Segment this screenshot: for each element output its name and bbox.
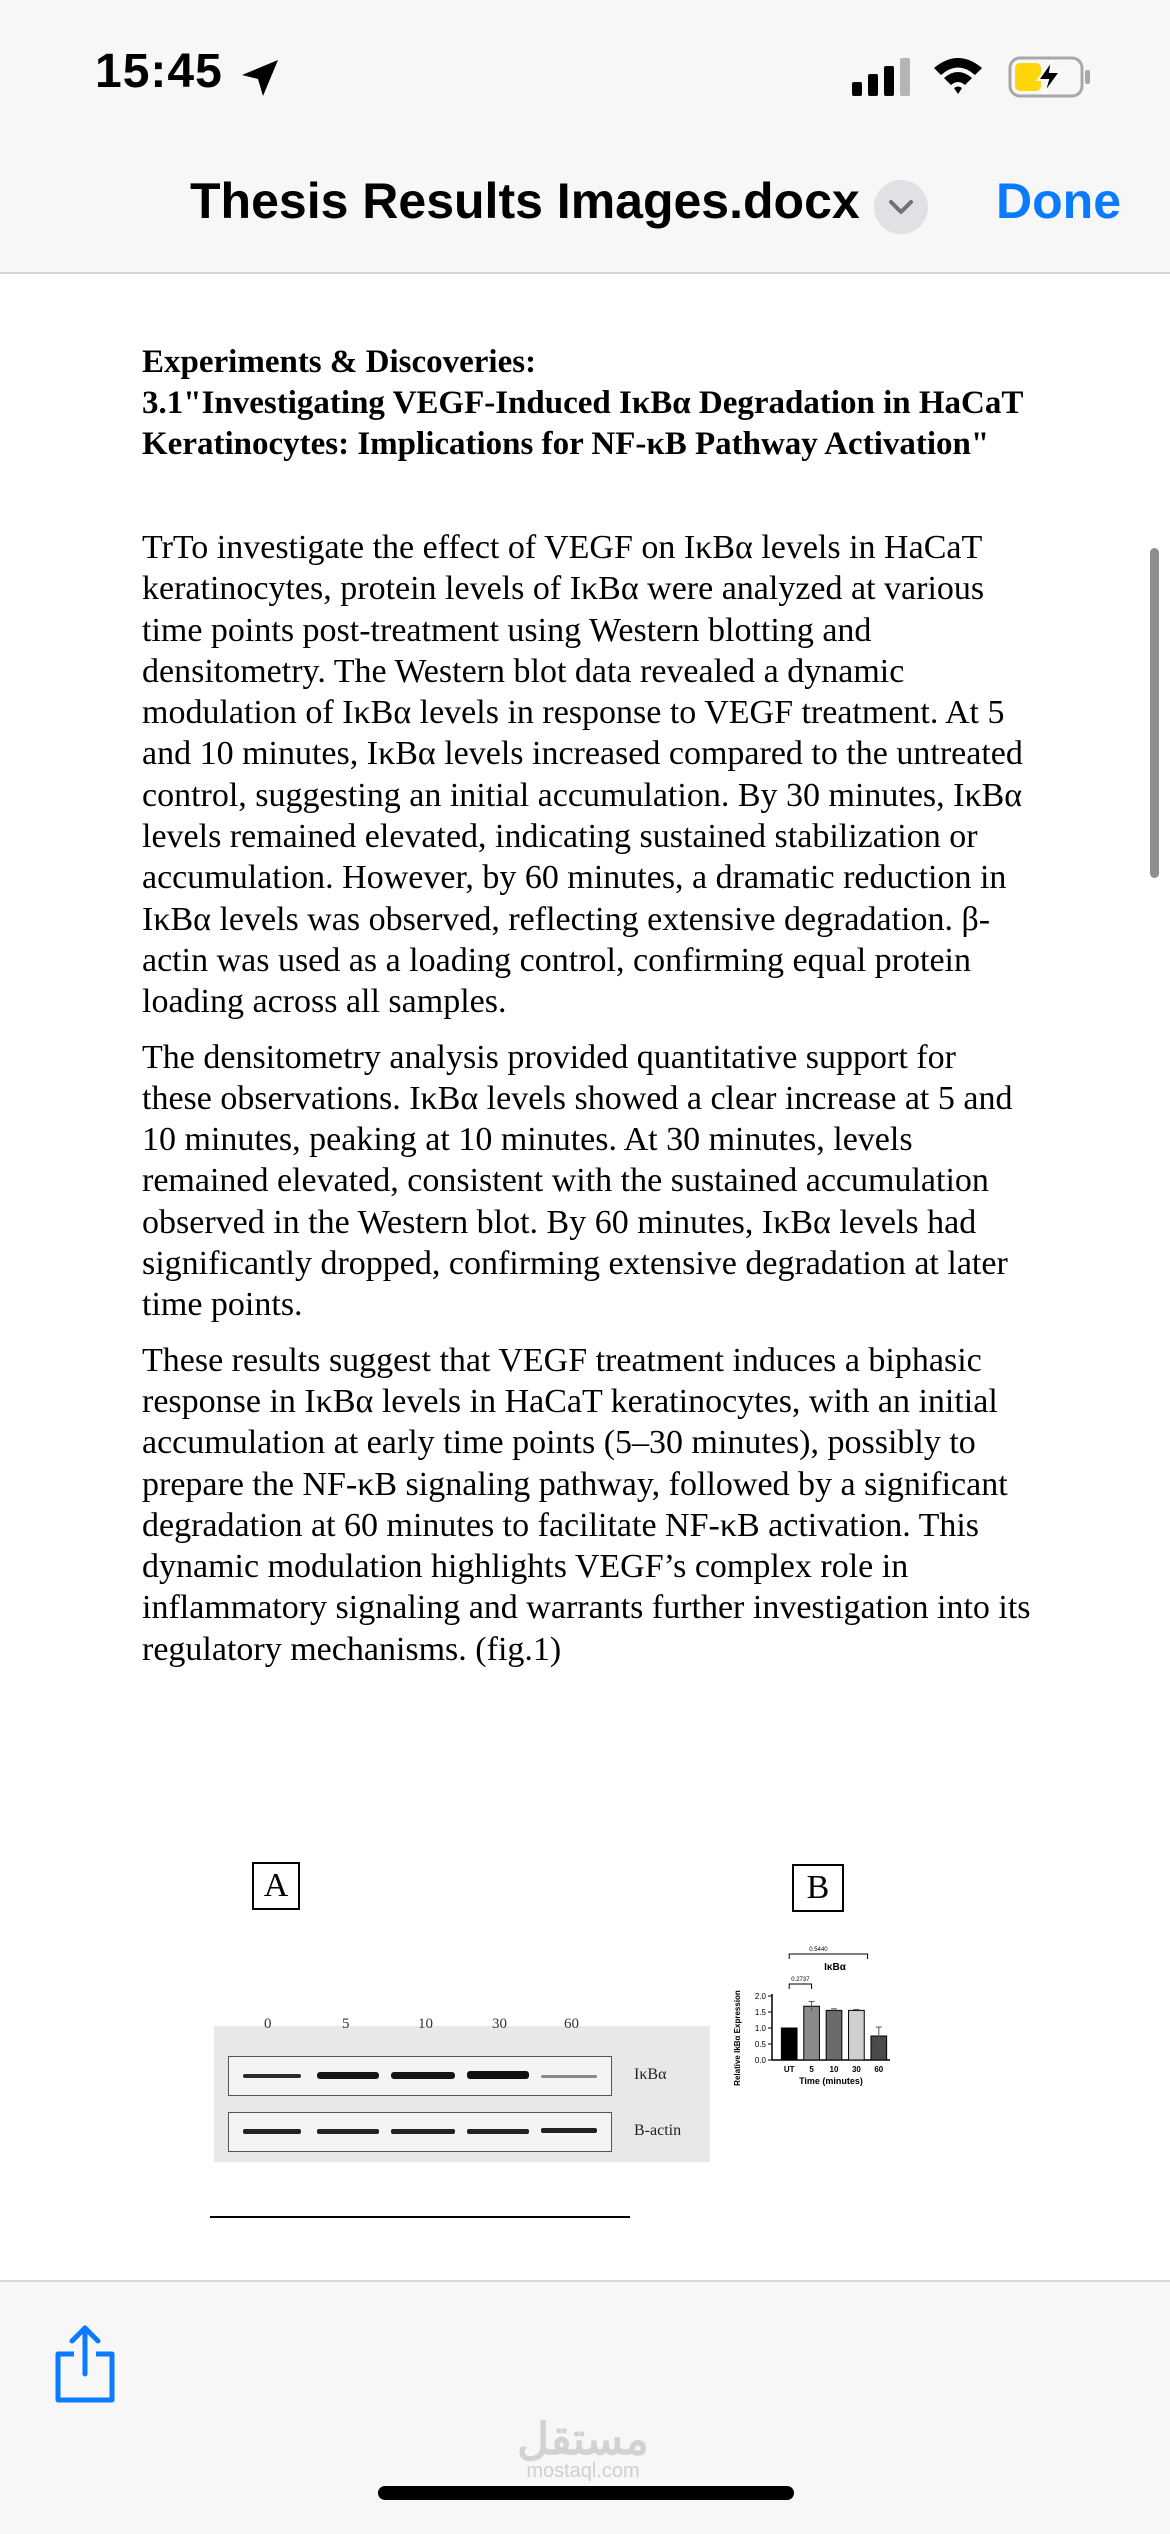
x-tick-label: 30: [851, 2065, 861, 2074]
heading-line-1: Experiments & Discoveries:: [142, 344, 537, 380]
x-tick-label: UT: [783, 2065, 795, 2074]
lane-label: 10: [418, 2016, 433, 2032]
chart-bar: [826, 2010, 842, 2060]
significance-bracket: [789, 1984, 811, 1989]
paragraph-3: These results suggest that VEGF treatment induces a biphasic response in IκBα levels in HaCaT keratinocytes, with an initial accumulation at early time points (5–30 minutes), possibly to prepare the NF-κB signaling pathway, followed by a significant degradation at 60 minutes to facilitate NF-κB activation. This dynamic modulation highlights VEGF’s complex role in inflammatory signaling and warrants further investigation into its regulatory mechanisms. (fig.1): [142, 1341, 1031, 1668]
significance-bracket: [789, 1954, 867, 1959]
y-tick-label: 0.5: [754, 2040, 766, 2049]
actin-band-row: [228, 2112, 612, 2152]
significance-label: 0.5440: [809, 1947, 828, 1953]
y-axis-label: Relative IkBα Expression: [733, 1990, 742, 2086]
document-body: [142, 342, 1032, 1684]
chevron-down-icon: [874, 180, 928, 234]
western-blot-image: [214, 2016, 710, 2162]
scrollbar[interactable]: [1150, 548, 1159, 878]
lane-label: 30: [492, 2016, 507, 2032]
chart-bar: [849, 2010, 865, 2060]
status-time: 15:45: [95, 45, 223, 98]
panel-b-label: B: [792, 1864, 844, 1912]
densitometry-bar-chart: [730, 1904, 940, 2104]
figure-1: [210, 1860, 940, 2240]
heading-line-2: 3.1"Investigating VEGF-Induced IκBα Degradation in HaCaT Keratinocytes: Implications for NF-κB Pathway Activation": [142, 385, 1023, 462]
chart-bar: [781, 2028, 797, 2060]
y-tick-label: 1.0: [754, 2024, 766, 2033]
footnote-separator: [210, 2216, 630, 2218]
panel-a-label: A: [252, 1862, 300, 1910]
x-tick-label: 10: [829, 2065, 839, 2074]
lane-label: 60: [564, 2016, 579, 2032]
lane-label: 0: [264, 2016, 272, 2032]
x-axis-label: Time (minutes): [799, 2076, 863, 2086]
significance-label: 0.2737: [791, 1977, 810, 1983]
paragraph-2: The densitometry analysis provided quantitative support for these observations. IκBα levels showed a clear increase at 5 and 10 minutes, peaking at 10 minutes. At 30 minutes, levels remained elevated, consistent with the sustained accumulation observed in the Western blot. By 60 minutes, IκBα levels had significantly dropped, confirming extensive degradation at later time points.: [142, 1038, 1013, 1324]
document-title[interactable]: Thesis Results Images.docx: [190, 173, 860, 229]
paragraph-1: TrTo investigate the effect of VEGF on IκBα levels in HaCaT keratinocytes, protein levels of IκBα were analyzed at various time points post-treatment using Western blotting and densitometry. The Western blot data revealed a dynamic modulation of IκBα levels in response to VEGF treatment. At 5 and 10 minutes, IκBα levels increased compared to the untreated control, suggesting an initial accumulation. By 30 minutes, IκBα levels remained elevated, indicating sustained stabilization or accumulation. However, by 60 minutes, a dramatic reduction in IκBα levels was observed, reflecting extensive degradation. β-actin was used as a loading control, confirming equal protein loading across all samples.: [142, 529, 1023, 1021]
x-tick-label: 60: [874, 2065, 884, 2074]
lane-label: 5: [342, 2016, 350, 2032]
actin-bands: [229, 2113, 611, 2151]
title-menu-button[interactable]: [874, 180, 928, 234]
battery-charging-icon: [1008, 54, 1092, 100]
share-icon: [50, 2324, 120, 2404]
ikba-bands: [229, 2057, 611, 2095]
y-tick-label: 0.0: [754, 2056, 766, 2065]
done-button[interactable]: Done: [996, 173, 1121, 229]
chart-bar: [804, 2006, 820, 2060]
top-navigation-bar: [0, 0, 1170, 274]
actin-band-label: B-actin: [634, 2122, 682, 2139]
watermark: [508, 2415, 658, 2482]
home-indicator[interactable]: [378, 2486, 794, 2500]
ikba-band-label: IκBα: [634, 2066, 667, 2083]
location-arrow-icon: [236, 54, 284, 102]
watermark-arabic: مستقل: [517, 2415, 649, 2464]
y-tick-label: 1.5: [754, 2008, 766, 2017]
share-button[interactable]: [50, 2324, 120, 2404]
cellular-signal-icon: [852, 58, 914, 98]
wifi-icon: [930, 54, 986, 98]
y-tick-label: 2.0: [754, 1992, 766, 2001]
ikba-band-row: [228, 2056, 612, 2096]
section-heading: [142, 342, 1032, 465]
chart-title: IκBα: [824, 1962, 846, 1973]
x-tick-label: 5: [809, 2065, 814, 2074]
watermark-latin: mostaql.com: [526, 2460, 640, 2482]
